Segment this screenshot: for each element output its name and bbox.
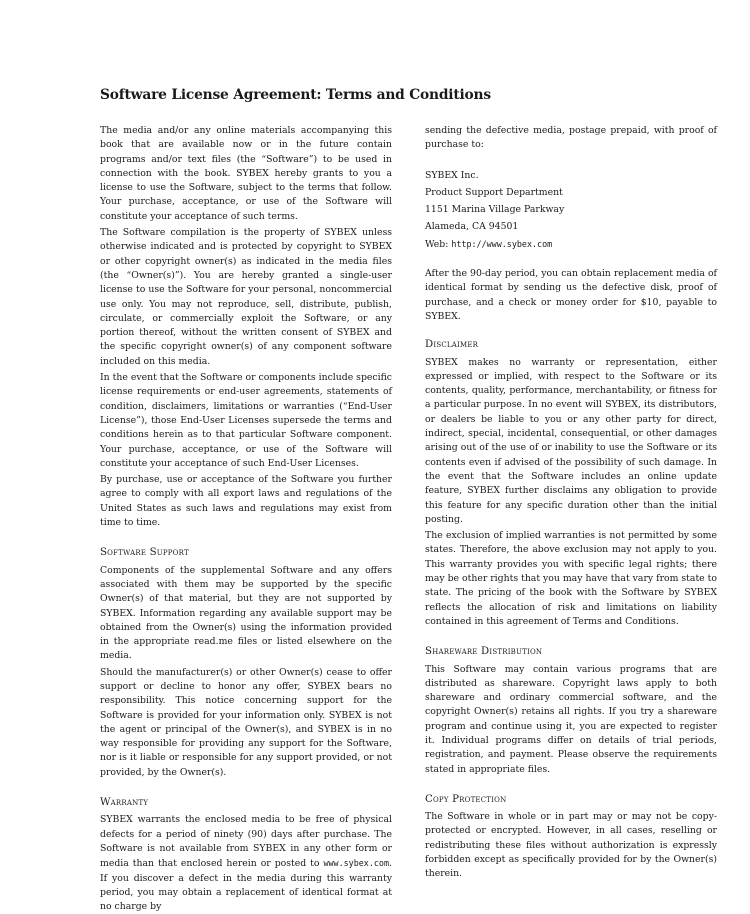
address-line: Alameda, CA 94501 xyxy=(425,221,519,233)
web-label: Web: xyxy=(425,238,452,250)
intro-paragraph: In the event that the Software or components include specific license requirements or end-user agreements, statements of condition, disclaimers, limitations or warranties (“End-User License”), those End-User Licenses supersede the terms and conditions herein as to that particular Software component. Your purchase, acceptance, or use of the Software will constitute your acceptance of such End-User Licenses. xyxy=(100,372,392,469)
mailing-address xyxy=(425,167,717,253)
warranty-paragraph xyxy=(100,813,392,914)
web-url: http://www.sybex.com xyxy=(451,238,553,249)
right-column xyxy=(425,124,717,882)
address-line: Product Support Department xyxy=(425,186,563,198)
warranty-text-before: SYBEX warrants the enclosed media to be free of physical defects for a period of ninety (90) days after purchase. The Software is not available from SYBEX in any other form or media than that enclosed herein or posted to xyxy=(100,814,392,870)
disclaimer-paragraph: SYBEX makes no warranty or representation, either expressed or implied, with respect to the Software or its contents, quality, performance, merchantability, or fitness for a particular purpose. In no event will SYBEX, its distributors, or dealers be liable to you or any other party for direct, indirect, special, incidental, consequential, or other damages arising out of the use of or inability to use the Software or its contents even if advised of the possibility of such damage. In the event that the Software includes an online update feature, SYBEX further disclaims any obligation to provide this feature for any specific duration other than the initial posting. xyxy=(425,356,717,525)
intro-paragraph: By purchase, use or acceptance of the Software you further agree to comply with all export laws and regulations of the United States as such laws and regulations may exist from time to time. xyxy=(100,474,392,529)
address-line: SYBEX Inc. xyxy=(425,169,479,181)
page-title: Software License Agreement: Terms and Conditions xyxy=(100,87,491,103)
warranty-text-after: . If you discover a defect in the media during this warranty period, you may obtain a replacement of identical format at no charge by xyxy=(100,858,392,913)
intro-paragraph: The Software compilation is the property of SYBEX unless otherwise indicated and is protected by copyright to SYBEX or other copyright owner(s) as indicated in the media files (the “Owner(s)”). You are hereby granted a single-user license to use the Software for your personal, noncommercial use only. You may not reproduce, sell, distribute, publish, circulate, or commercially exploit the Software, or any portion thereof, without the written consent of SYBEX and the specific copyright owner(s) of any component software included on this media. xyxy=(100,227,392,367)
disclaimer-paragraph: The exclusion of implied warranties is not permitted by some states. Therefore, the above exclusion may not apply to you. This warranty provides you with specific legal rights; there may be other rights that you may have that vary from state to state. The pricing of the book with the Software by SYBEX reflects the allocation of risk and limitations on liability contained in this agreement of Terms and Conditions. xyxy=(425,530,717,627)
shareware-paragraph: This Software may contain various programs that are distributed as shareware. Copyright laws apply to both shareware and ordinary commercial software, and the copyright Owner(s) retains all rights. If you try a shareware program and continue using it, you are expected to register it. Individual programs differ on details of trial periods, registration, and payment. Please observe the requirements stated in appropriate files. xyxy=(425,663,717,775)
section-heading-software-support: Software Support xyxy=(100,547,189,559)
support-paragraph: Components of the supplemental Software and any offers associated with them may be supported by the specific Owner(s) of that material, but they are not supported by SYBEX. Information regarding any available support may be obtained from the Owner(s) using the information provided in the appropriate read.me files or listed elsewhere on the media. xyxy=(100,564,392,662)
warranty-continued-paragraph: sending the defective media, postage prepaid, with proof of purchase to: xyxy=(425,125,717,151)
support-paragraph: Should the manufacturer(s) or other Owner(s) cease to offer support or decline to honor any offer, SYBEX bears no responsibility. This notice concerning support for the Software is provided for your information only. SYBEX is not the agent or principal of the Owner(s), and SYBEX is in no way responsible for providing any support for the Software, nor is it liable or responsible for any support provided, or not provided, by the Owner(s). xyxy=(100,666,392,778)
section-heading-disclaimer: Disclaimer xyxy=(425,339,479,351)
copy-protection-paragraph: The Software in whole or in part may or may not be copy-protected or encrypted. However, in all cases, reselling or redistributing these files without authorization is expressly forbidden except as specifically provided for by the Owner(s) therein. xyxy=(425,811,717,880)
intro-paragraph: The media and/or any online materials accompanying this book that are available now or in the future contain programs and/or text files (the “Software”) to be used in connection with the book. SYBEX hereby grants to you a license to use the Software, subject to the terms that follow. Your purchase, acceptance, or use of the Software will constitute your acceptance of such terms. xyxy=(100,125,392,222)
section-heading-warranty: Warranty xyxy=(100,797,149,809)
replacement-paragraph: After the 90-day period, you can obtain replacement media of identical format by sending us the defective disk, proof of purchase, and a check or money order for $10, payable to SYBEX. xyxy=(425,268,717,322)
section-heading-copy-protection: Copy Protection xyxy=(425,793,507,805)
left-column xyxy=(100,124,392,914)
section-heading-shareware-distribution: Shareware Distribution xyxy=(425,646,543,658)
warranty-url: www.sybex.com xyxy=(323,858,390,869)
address-line: 1151 Marina Village Parkway xyxy=(425,204,565,216)
address-web-line xyxy=(425,236,717,253)
